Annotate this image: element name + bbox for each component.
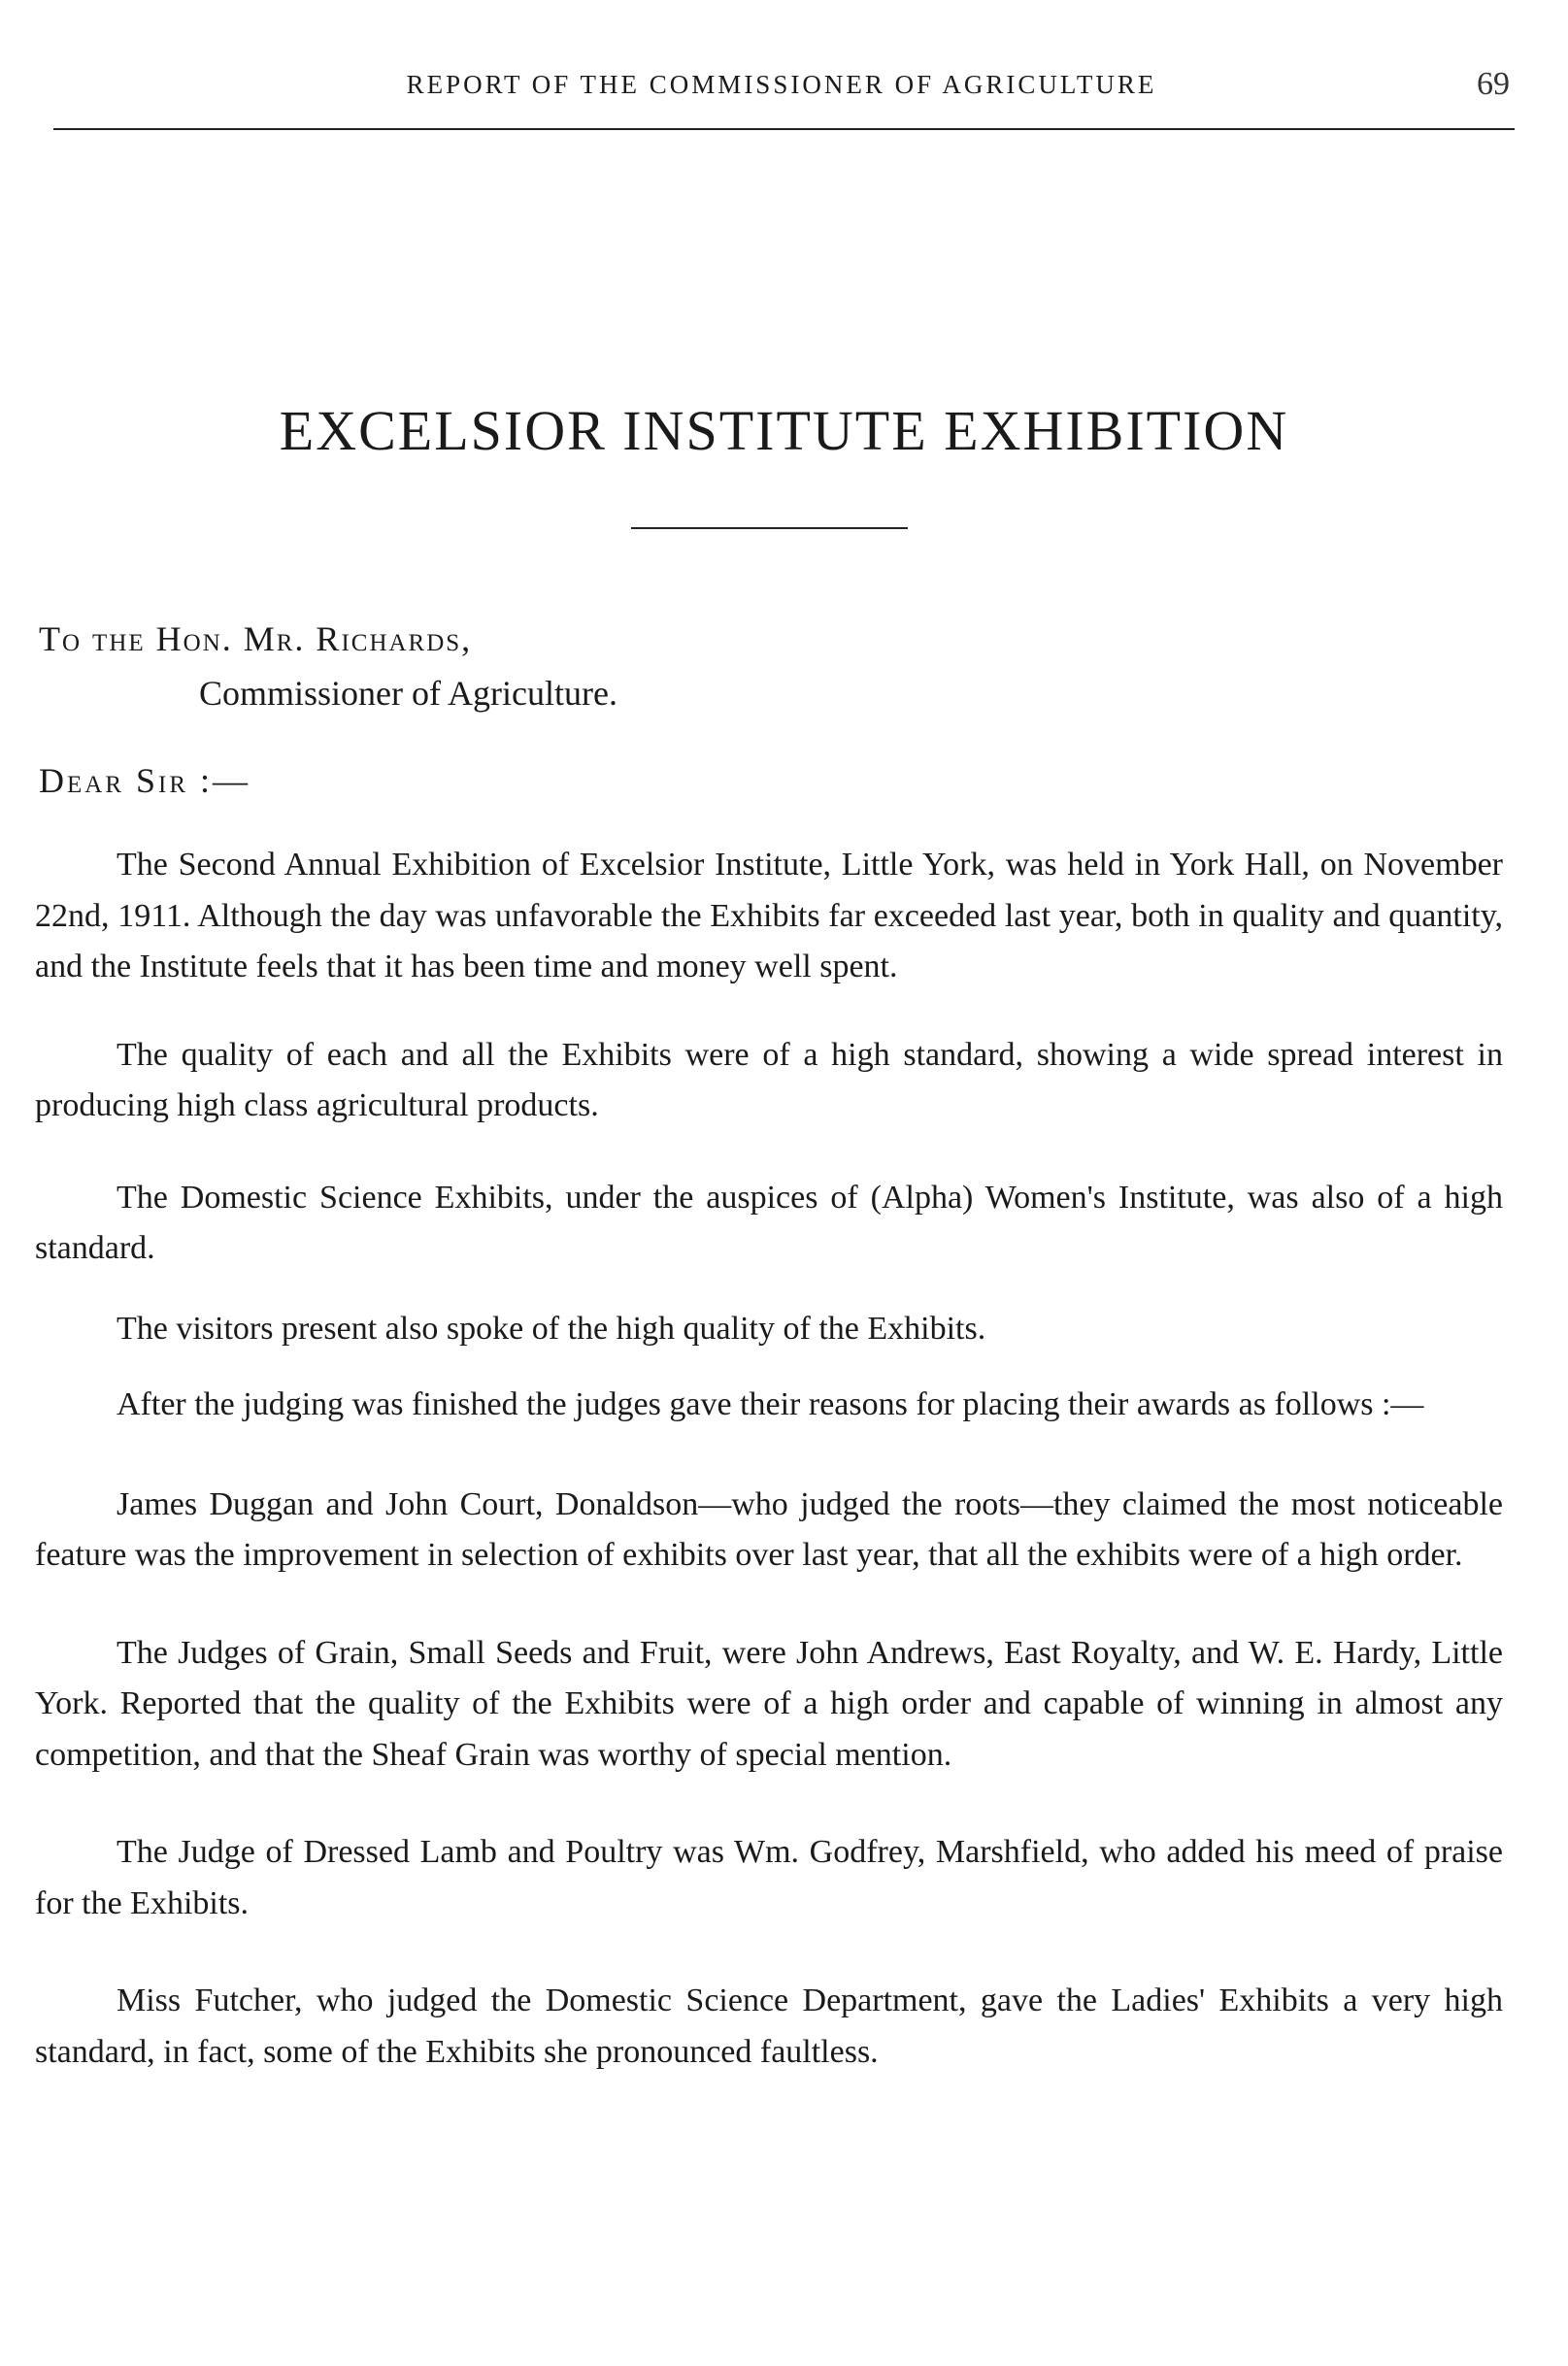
paragraph: The Second Annual Exhibition of Excelsior Institute, Little York, was held in York Hall, on November 22nd, 1911. Although the day was unfavorable the Exhibits far exceeded last year, both in quality and quantity, and the Institute feels that it has been time and money well spent.	[35, 847, 1503, 984]
salutation: Dear Sir :—	[39, 761, 251, 800]
addressee-line: To the Hon. Mr. Richards,	[39, 619, 473, 658]
paragraph: The Judge of Dressed Lamb and Poultry was Wm. Godfrey, Marshfield, who added his meed of praise for the Exhibits.	[35, 1834, 1503, 1921]
paragraph: After the judging was finished the judges gave their reasons for placing their awards as follows :—	[117, 1386, 1424, 1422]
page-number: 69	[1477, 66, 1510, 102]
paragraph: Miss Futcher, who judged the Domestic Science Department, gave the Ladies' Exhibits a very high standard, in fact, some of the Exhibits she pronounced faultless.	[35, 1983, 1503, 2070]
address-block	[39, 612, 1495, 720]
page-title: EXCELSIOR INSTITUTE EXHIBITION	[279, 399, 1289, 462]
letter-body	[35, 840, 1503, 2078]
running-title: REPORT OF THE COMMISSIONER OF AGRICULTURE	[406, 70, 1157, 99]
paragraph: The visitors present also spoke of the high quality of the Exhibits.	[117, 1310, 986, 1347]
paragraph: The Judges of Grain, Small Seeds and Fruit, were John Andrews, East Royalty, and W. E. Hardy, Little York. Reported that the quality of the Exhibits were of a high order and capable of winning in almost any competition, and that the Sheaf Grain was worthy of special mention.	[35, 1634, 1503, 1773]
paragraph: The Domestic Science Exhibits, under the auspices of (Alpha) Women's Institute, was also of a high standard.	[35, 1179, 1503, 1266]
addressee-office: Commissioner of Agriculture.	[199, 674, 617, 713]
paragraph: James Duggan and John Court, Donaldson—who judged the roots—they claimed the most noticeable feature was the improvement in selection of exhibits over last year, that all the exhibits were of a high order.	[35, 1485, 1503, 1573]
paragraph: The quality of each and all the Exhibits were of a high standard, showing a wide spread interest in producing high class agricultural products.	[35, 1036, 1503, 1123]
header-rule	[53, 128, 1515, 130]
running-header	[53, 62, 1510, 111]
title-rule	[631, 527, 908, 529]
